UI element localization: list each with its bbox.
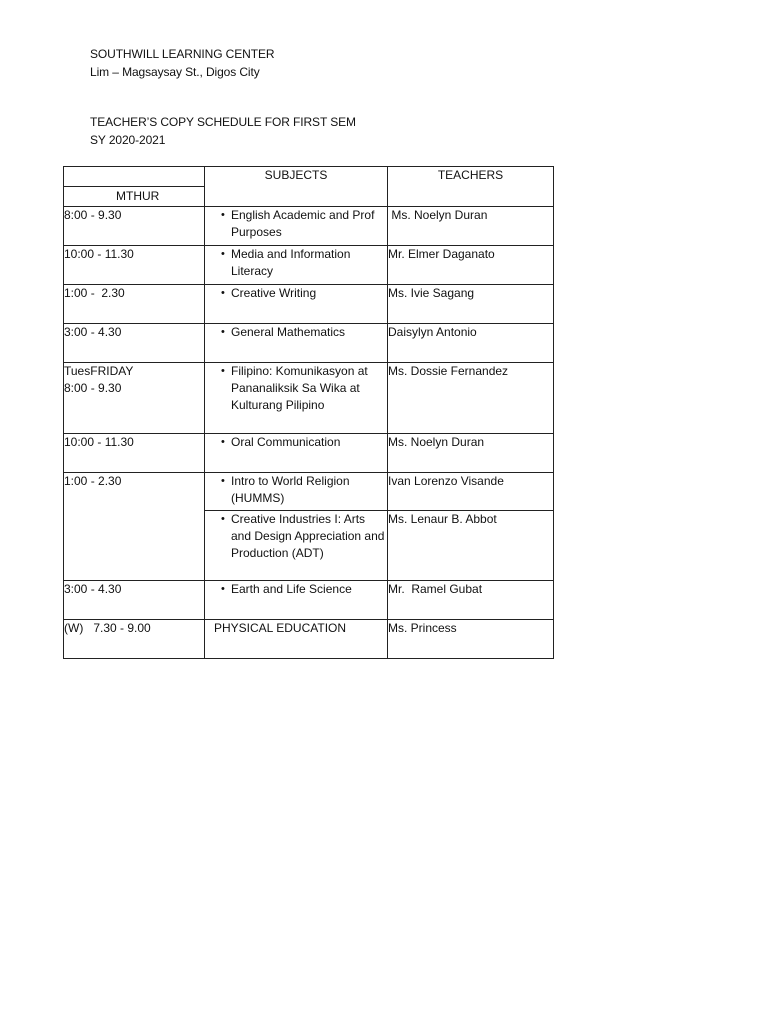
schedule-title: TEACHER’S COPY SCHEDULE FOR FIRST SEM [90, 115, 356, 129]
teacher-cell: Ms. Ivie Sagang [388, 285, 554, 324]
day-group-mthur: MTHUR [64, 187, 205, 207]
time-cell: 3:00 - 4.30 [64, 324, 205, 363]
subject-cell [205, 207, 388, 246]
subject-cell [205, 285, 388, 324]
teacher-cell: Ms. Dossie Fernandez [388, 363, 554, 434]
school-year: SY 2020-2021 [90, 133, 166, 147]
bullet-icon: • [221, 436, 225, 448]
teacher-cell: Ms. Noelyn Duran [388, 434, 554, 473]
table-row [64, 473, 554, 511]
subjects-header [205, 167, 388, 207]
subject-text: Earth and Life Science [231, 582, 352, 596]
subject-text: General Mathematics [231, 325, 346, 339]
bullet-icon: • [221, 209, 225, 221]
subject-cell [205, 511, 388, 581]
subject-text: Media and Information Literacy [231, 247, 351, 278]
time-cell: 10:00 - 11.30 [64, 246, 205, 285]
subject-text: Creative Industries I: Arts and Design Appreciation and Production (ADT) [231, 512, 385, 560]
bullet-icon: • [221, 475, 225, 487]
teacher-cell: Ms. Noelyn Duran [388, 207, 554, 246]
subject-text: Oral Communication [231, 435, 341, 449]
subject-text: Intro to World Religion (HUMMS) [231, 474, 350, 505]
subject-cell [205, 324, 388, 363]
teachers-header [388, 167, 554, 207]
schedule-table [63, 166, 554, 659]
teacher-cell: Ms. Lenaur B. Abbot [388, 511, 554, 581]
subject-cell: PHYSICAL EDUCATION [205, 620, 388, 659]
teacher-cell: Mr. Elmer Daganato [388, 246, 554, 285]
table-row [64, 620, 554, 659]
bullet-icon: • [221, 287, 225, 299]
subject-cell [205, 434, 388, 473]
subject-cell [205, 473, 388, 511]
subject-text: Creative Writing [231, 286, 317, 300]
teacher-cell: Daisylyn Antonio [388, 324, 554, 363]
table-row [64, 581, 554, 620]
bullet-icon: • [221, 365, 225, 377]
bullet-icon: • [221, 248, 225, 260]
bullet-icon: • [221, 326, 225, 338]
bullet-icon: • [221, 513, 225, 525]
subject-cell [205, 363, 388, 434]
header-empty-cell [64, 167, 205, 187]
subject-cell [205, 581, 388, 620]
table-row [64, 246, 554, 285]
table-row [64, 363, 554, 434]
table-row [64, 324, 554, 363]
time-cell: 3:00 - 4.30 [64, 581, 205, 620]
teacher-cell: Ivan Lorenzo Visande [388, 473, 554, 511]
subjects-header-label: SUBJECTS [264, 168, 328, 182]
school-address: Lim – Magsaysay St., Digos City [90, 65, 260, 79]
time-cell: (W) 7.30 - 9.00 [64, 620, 205, 659]
time-cell: 8:00 - 9.30 [64, 207, 205, 246]
teacher-cell: Mr. Ramel Gubat [388, 581, 554, 620]
school-name: SOUTHWILL LEARNING CENTER [90, 47, 275, 61]
teacher-cell: Ms. Princess [388, 620, 554, 659]
subject-text: Filipino: Komunikasyon at Pananaliksik Sa Wika at Kulturang Pilipino [231, 364, 368, 412]
subject-text: English Academic and Prof Purposes [231, 208, 375, 239]
time-cell: TuesFRIDAY 8:00 - 9.30 [64, 363, 205, 434]
teachers-header-label: TEACHERS [437, 168, 504, 182]
table-row [64, 434, 554, 473]
table-row [64, 207, 554, 246]
bullet-icon: • [221, 583, 225, 595]
table-header-row [64, 167, 554, 187]
time-cell: 1:00 - 2.30 [64, 473, 205, 581]
time-cell: 1:00 - 2.30 [64, 285, 205, 324]
table-row [64, 285, 554, 324]
subject-cell [205, 246, 388, 285]
time-cell: 10:00 - 11.30 [64, 434, 205, 473]
